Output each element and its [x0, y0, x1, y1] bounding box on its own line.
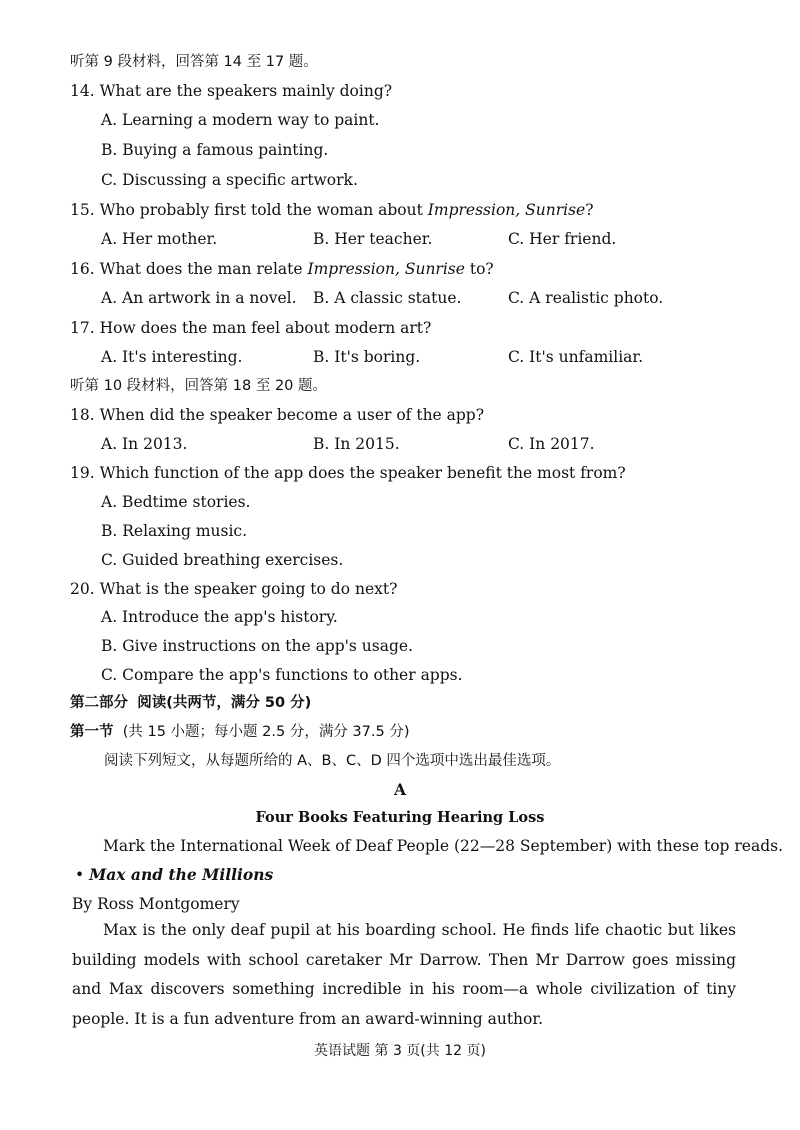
- q20-option-a: A. Introduce the app's history.: [101, 608, 338, 626]
- book-1-description: Max is the only deaf pupil at his boarding school. He finds life chaotic but likes building models with school caretaker Mr Darrow. Then Mr Darrow goes missing and Max discovers something incredible in his room—a whole civilization of tiny people. It is a fun adventure from an award-winning author.: [72, 921, 736, 1028]
- page-footer: 英语试题 第 3 页(共 12 页): [314, 1043, 486, 1059]
- book-1-heading: [75, 865, 273, 885]
- question-15: [70, 200, 594, 220]
- question-stem: When did the speaker become a user of the app?: [99, 406, 485, 424]
- q18-option-c: C. In 2017.: [508, 435, 595, 453]
- question-stem-post: to?: [464, 260, 494, 278]
- part-two-title: 第二部分: [70, 695, 128, 711]
- q19-option-b: B. Relaxing music.: [101, 522, 248, 540]
- passage-title: Four Books Featuring Hearing Loss: [255, 809, 545, 826]
- question-stem-pre: Who probably first told the woman about: [99, 201, 428, 219]
- q16-option-a: A. An artwork in a novel.: [101, 289, 297, 307]
- bullet-icon: •: [75, 866, 85, 884]
- passage-intro: Mark the International Week of Deaf People (22—28 September) with these top reads.: [103, 837, 784, 855]
- q14-option-a: A. Learning a modern way to paint.: [101, 111, 380, 129]
- q15-option-b: B. Her teacher.: [313, 230, 433, 248]
- question-20: [70, 579, 397, 599]
- section-instruction-9: 听第 9 段材料，回答第 14 至 17 题。: [70, 54, 318, 70]
- book-1-author: By Ross Montgomery: [72, 895, 240, 913]
- question-number: 15.: [70, 201, 95, 219]
- question-number: 16.: [70, 260, 95, 278]
- question-number: 18.: [70, 406, 95, 424]
- question-19: [70, 463, 626, 483]
- q16-option-b: B. A classic statue.: [313, 289, 462, 307]
- q20-option-c: C. Compare the app's functions to other apps.: [101, 666, 463, 684]
- section-one-title: 第一节: [70, 724, 114, 740]
- question-16: [70, 259, 494, 279]
- question-number: 14.: [70, 82, 95, 100]
- q15-option-a: A. Her mother.: [101, 230, 218, 248]
- q19-option-c: C. Guided breathing exercises.: [101, 551, 344, 569]
- section-one-heading: [70, 722, 409, 742]
- q17-option-c: C. It's unfamiliar.: [508, 348, 644, 366]
- question-18: [70, 405, 484, 425]
- question-number: 17.: [70, 319, 95, 337]
- q14-option-c: C. Discussing a specific artwork.: [101, 171, 358, 189]
- question-stem: Which function of the app does the speaker benefit the most from?: [99, 464, 626, 482]
- question-stem: What are the speakers mainly doing?: [99, 82, 393, 100]
- q16-option-c: C. A realistic photo.: [508, 289, 664, 307]
- question-17: [70, 318, 431, 338]
- question-stem-post: ?: [585, 201, 594, 219]
- part-two-heading: [70, 693, 311, 713]
- q14-option-b: B. Buying a famous painting.: [101, 141, 329, 159]
- book-1-title: Max and the Millions: [89, 865, 274, 884]
- question-stem: What is the speaker going to do next?: [99, 580, 398, 598]
- question-number: 20.: [70, 580, 95, 598]
- artwork-title: Impression, Sunrise: [427, 201, 586, 219]
- question-stem: How does the man feel about modern art?: [99, 319, 432, 337]
- q19-option-a: A. Bedtime stories.: [101, 493, 251, 511]
- passage-letter: A: [393, 780, 407, 799]
- q17-option-a: A. It's interesting.: [101, 348, 243, 366]
- q20-option-b: B. Give instructions on the app's usage.: [101, 637, 413, 655]
- section-instruction-10: 听第 10 段材料，回答第 18 至 20 题。: [70, 378, 328, 394]
- question-14: [70, 81, 392, 101]
- question-number: 19.: [70, 464, 95, 482]
- q15-option-c: C. Her friend.: [508, 230, 617, 248]
- q17-option-b: B. It's boring.: [313, 348, 421, 366]
- section-one-label: (共 15 小题；每小题 2.5 分，满分 37.5 分): [122, 724, 410, 740]
- artwork-title: Impression, Sunrise: [307, 260, 465, 278]
- reading-instruction: 阅读下列短文，从每题所给的 A、B、C、D 四个选项中选出最佳选项。: [104, 753, 561, 769]
- q18-option-b: B. In 2015.: [313, 435, 400, 453]
- q18-option-a: A. In 2013.: [101, 435, 188, 453]
- part-two-label: 阅读(共两节，满分 50 分): [137, 695, 312, 711]
- question-stem-pre: What does the man relate: [99, 260, 308, 278]
